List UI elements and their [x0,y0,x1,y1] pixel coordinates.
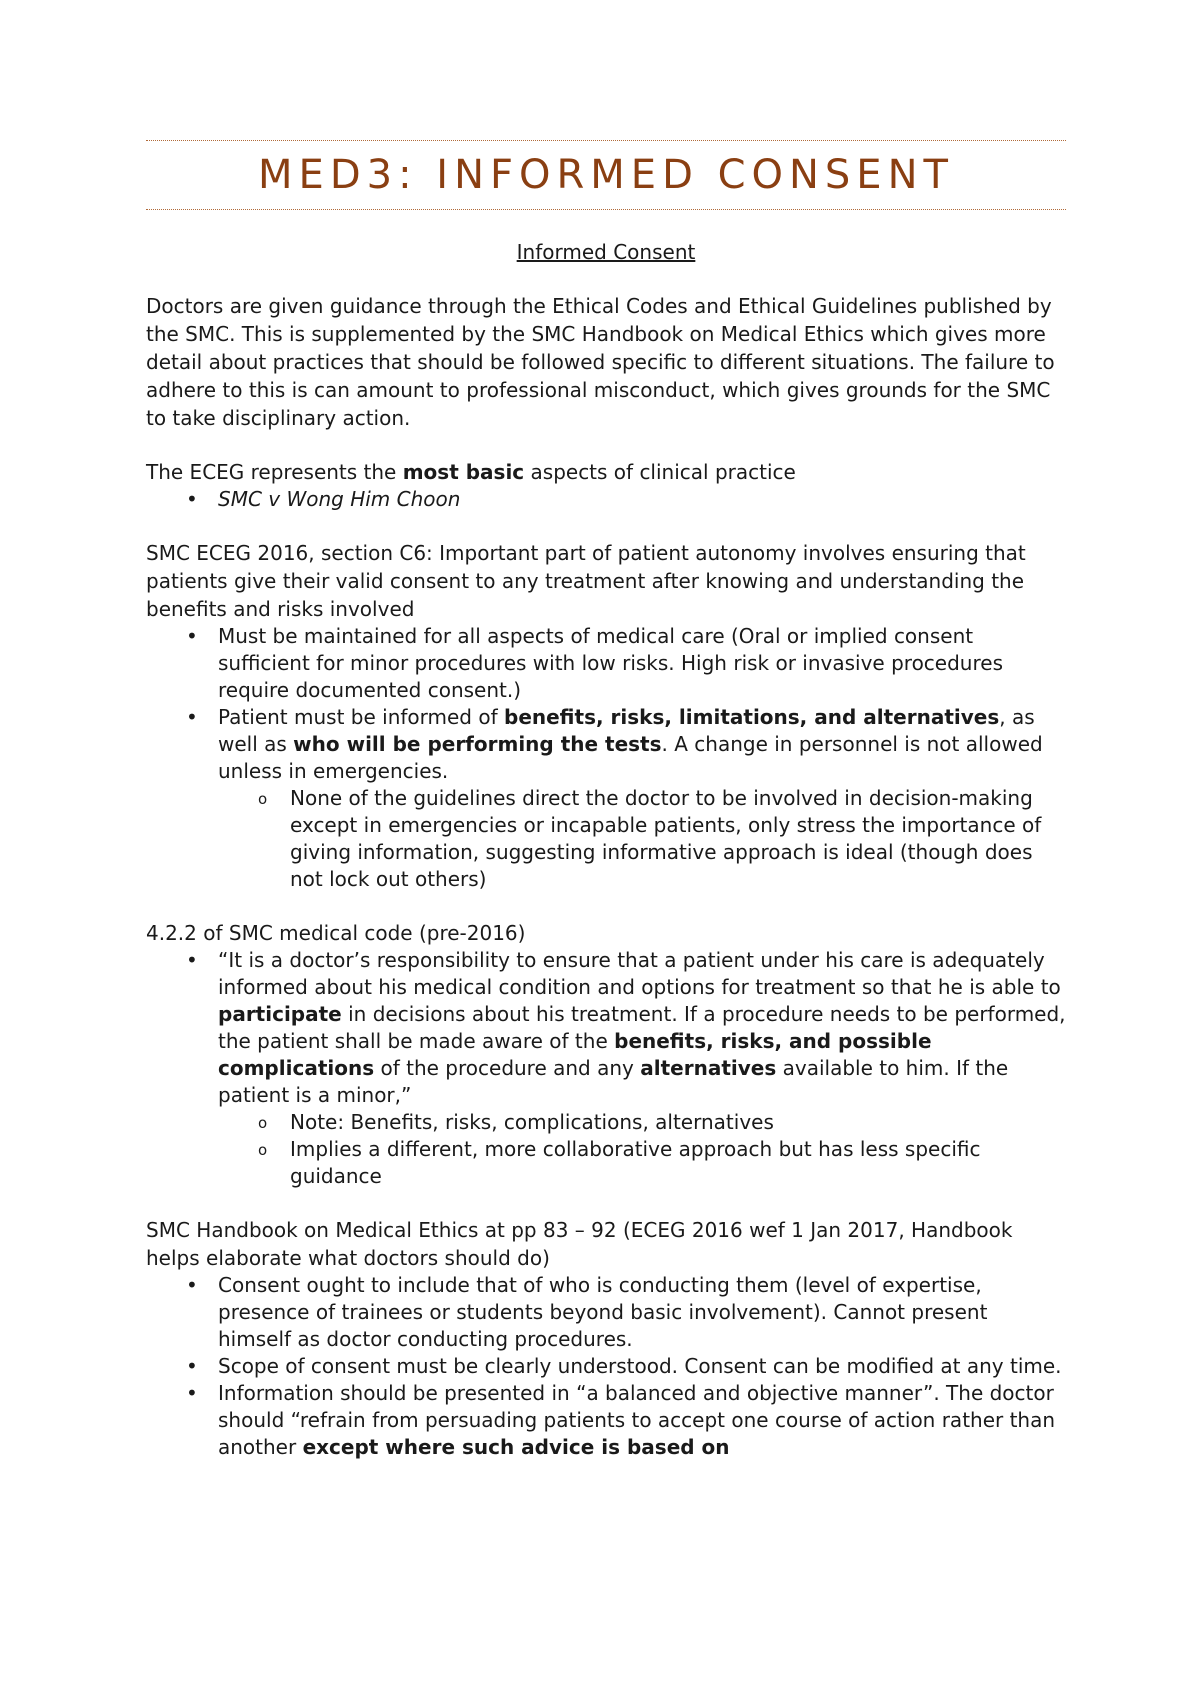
list-item: • Must be maintained for all aspects of medical care (Oral or implied consent sufficient for minor procedures with low risks. High risk or invasive procedures require documented consent.) [186,624,1003,702]
sub-bullet-icon: o [258,1141,268,1159]
intro-paragraph: Doctors are given guidance through the Ethical Codes and Ethical Guidelines published by the SMC. This is supplemented by the SMC Handbook on Medical Ethics which gives more detail about practices that should be followed specific to different situations. The failure to adhere to this is can amount to professional misconduct, which gives grounds for the SMC to take disciplinary action. [146,294,1055,430]
handbook-paragraph: SMC Handbook on Medical Ethics at pp 83 – 92 (ECEG 2016 wef 1 Jan 2017, Handbook helps elaborate what doctors should do) [146,1218,1013,1270]
bullet-icon: • [186,705,198,729]
code-422-paragraph: 4.2.2 of SMC medical code (pre-2016) [146,921,526,945]
bullet-icon: • [186,1273,198,1297]
list-item [146,486,1066,513]
sub-list-item: o None of the guidelines direct the doctor to be involved in decision-making except in emergencies or incapable patients, only stress the importance of giving information, suggesting informative approach is ideal (though does not lock out others) [258,786,1042,891]
list-item: • Consent ought to include that of who is conducting them (level of expertise, presence of trainees or students beyond basic involvement). Cannot present himself as doctor conducting procedures. [186,1273,988,1351]
bullet-icon: • [186,1381,198,1405]
list-item: • “It is a doctor’s responsibility to ensure that a patient under his care is adequately informed about his medical condition and options for treatment so that he is able to participate in decisions about his treatment. If a procedure needs to be performed, the patient shall be made aware of the benefits, risks, and possible complications of the procedure and any alternatives available to him. If the patient is a minor,” o Note: Benefits, risks, complications, alternatives o Implies a different, more collaborative approach but has less specific guidance [186,948,1066,1188]
case-name: SMC v Wong Him Choon [218,487,461,511]
document-page [146,140,1066,1461]
bullet-icon: • [186,624,198,648]
sub-list-item: o Implies a different, more collaborative approach but has less specific guidance [258,1137,981,1188]
list-item: • Scope of consent must be clearly understood. Consent can be modified at any time. [186,1354,1062,1378]
c6-paragraph: SMC ECEG 2016, section C6: Important part of patient autonomy involves ensuring that patients give their valid consent to any treatment after knowing and understanding the benefits and risks involved [146,541,1026,621]
title-rule-bottom [146,209,1066,210]
handbook-list [146,1272,1066,1461]
list-item: • Patient must be informed of benefits, risks, limitations, and alternatives, as well as who will be performing the tests. A change in personnel is not allowed unless in emergencies. o None of the guidelines direct the doctor to be involved in decision-making except in emergencies or incapable patients, only stress the importance of giving information, suggesting informative approach is ideal (though does not lock out others) [146,704,1066,893]
eceg-paragraph: The ECEG represents the most basic aspects of clinical practice [146,460,796,484]
sub-list-item: o Note: Benefits, risks, complications, alternatives [218,1109,1066,1136]
code-422-list [146,947,1066,1190]
bullet-icon: • [186,1354,198,1378]
list-item: • Information should be presented in “a balanced and objective manner”. The doctor should “refrain from persuading patients to accept one course of action rather than another except where such advice is based on [186,1381,1056,1459]
document-title: MED3: INFORMED CONSENT [258,152,954,198]
bullet-icon: • [186,487,198,511]
eceg-list [146,486,1066,513]
section-heading: Informed Consent [516,240,696,264]
c6-list [146,623,1066,893]
sub-bullet-icon: o [258,790,268,808]
code-422-sublist [218,1109,1066,1190]
sub-bullet-icon: o [258,1114,268,1132]
bullet-icon: • [186,948,198,972]
title-rule-top [146,140,1066,141]
c6-sublist [218,785,1066,893]
